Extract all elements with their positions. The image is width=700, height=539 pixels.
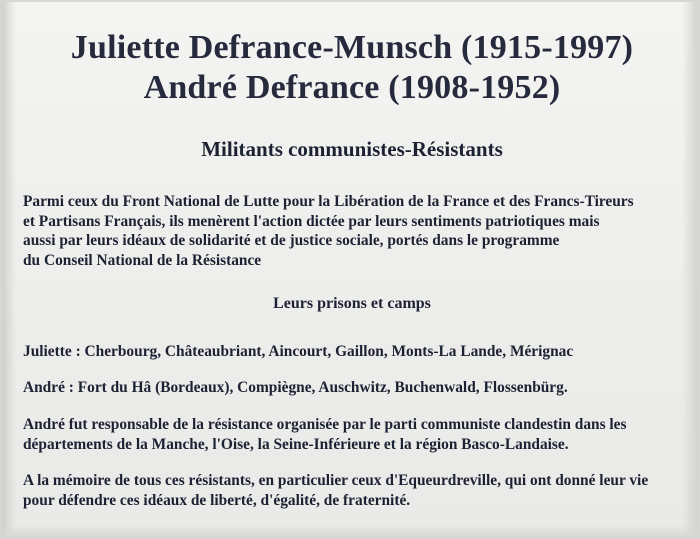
intro-line: aussi par leurs idéaux de solidarité et de justice sociale, portés dans le programme	[23, 232, 560, 249]
plaque-edge-shadow-bottom	[2, 525, 700, 537]
responsibility-line: départements de la Manche, l'Oise, la Seine-Inférieure et la région Basco-Landaise.	[23, 435, 569, 453]
andre-camps-line: André : Fort du Hâ (Bordeaux), Compiègne, Auschwitz, Buchenwald, Flossenbürg.	[23, 379, 568, 396]
plaque-title-line-1: Juliette Defrance-Munsch (1915-1997)	[70, 29, 634, 66]
intro-line: et Partisans Français, ils menèrent l'action dictée par leurs sentiments patriotiques mais	[23, 212, 600, 230]
responsibility-paragraph	[23, 415, 688, 454]
responsibility-line: André fut responsable de la résistance organisée par le parti communiste clandestin dans les	[23, 416, 627, 433]
memorial-line: A la mémoire de tous ces résistants, en particulier ceux d'Equeurdreville, qui ont donné leur vie	[23, 472, 649, 489]
section-heading-prisons: Leurs prisons et camps	[273, 295, 431, 312]
intro-line: du Conseil National de la Résistance	[23, 251, 262, 269]
intro-paragraph	[23, 192, 688, 270]
intro-line: Parmi ceux du Front National de Lutte pour la Libération de la France et des Francs-Tireurs	[23, 193, 634, 210]
plaque-title-line-2: André Defrance (1908-1952)	[143, 69, 561, 106]
memorial-line: pour défendre ces idéaux de liberté, d'égalité, de fraternité.	[23, 491, 411, 509]
memorial-paragraph	[23, 471, 688, 510]
plaque-subtitle: Militants communistes-Résistants	[201, 137, 503, 161]
juliette-camps-line: Juliette : Cherbourg, Châteaubriant, Aincourt, Gaillon, Monts-La Lande, Mérignac	[23, 343, 574, 360]
